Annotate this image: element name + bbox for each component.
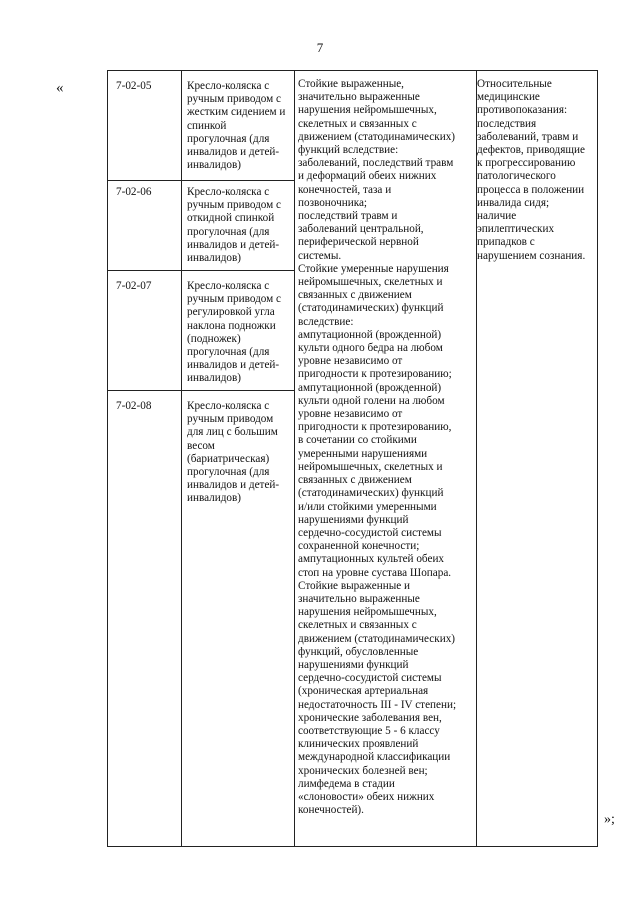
row-name: Кресло-коляска с ручным приводом для лиц с большим весом (бариатрическая) прогулочная (для инвалидов и детей- инвалидов) xyxy=(187,400,280,505)
row-name: Кресло-коляска с ручным приводом с жестким сидением и спинкой прогулочная (для инвалидов и детей- инвалидов) xyxy=(187,80,286,172)
table-border-right xyxy=(597,70,598,847)
row-divider xyxy=(107,180,295,181)
quote-close: »; xyxy=(604,812,615,827)
table-border-bottom xyxy=(107,846,598,847)
table-border-left xyxy=(107,70,108,847)
page-number: 7 xyxy=(316,40,324,55)
indications-text: Стойкие выраженные, значительно выраженные нарушения нейромышечных, скелетных и связанных с движением (статодинамических) функций вследствие: заболеваний, последствий травм и деформаций обеих нижних конечностей, таза и позвоночника; последствий травм и заболеваний центральной, периферической нервной системы. Стойкие умеренные нарушения нейромышечных, скелетных и связанных с движением (статодинамических) функций вследствие: ампутационной (врожденной) культи одного бедра на любом уровне независимо от пригодности к протезированию; ампутационной (врожденной) культи одной голени на любом уровне независимо от пригодности к протезированию, в сочетании со стойкими умеренными нарушениями нейромышечных, скелетных и связанных с движением (статодинамических) функций и/или стойкими умеренными нарушениями функций сердечно-сосудистой системы сохраненной конечности; ампутационных культей обеих стоп на уровне сустава Шопара. Стойкие выраженные и значительно выраженные нарушения нейромышечных, скелетных и связанных с движением (статодинамических) функций, обусловленные нарушениями функций сердечно-сосудистой системы (хроническая артериальная недостаточность III - IV степени; хронические заболевания вен, соответствующие 5 - 6 классу клинических проявлений международной классификации хронических болезней вен; лимфедема в стадии «слоновости» обеих нижних конечностей). xyxy=(298,78,457,817)
row-name: Кресло-коляска с ручным приводом с откидной спинкой прогулочная (для инвалидов и детей- инвалидов) xyxy=(187,186,282,265)
row-code: 7-02-05 xyxy=(116,80,152,92)
row-name: Кресло-коляска с ручным приводом с регулировкой угла наклона подножки (подножек) прогулочная (для инвалидов и детей- инвалидов) xyxy=(187,280,282,385)
row-code: 7-02-08 xyxy=(116,400,152,412)
row-code: 7-02-07 xyxy=(116,280,152,292)
contraindications-text: Относительные медицинские противопоказания: последствия заболеваний, травм и дефектов, приводящие к прогрессированию патологического процесса в положении инвалида сидя; наличие эпилептических припадков с нарушением сознания. xyxy=(477,78,586,262)
row-code: 7-02-06 xyxy=(116,186,152,198)
table-border-top xyxy=(107,70,598,71)
quote-open: « xyxy=(56,80,64,96)
table-col-divider xyxy=(181,70,182,847)
row-divider xyxy=(107,270,295,271)
table-col-divider xyxy=(294,70,295,847)
row-divider xyxy=(107,390,295,391)
